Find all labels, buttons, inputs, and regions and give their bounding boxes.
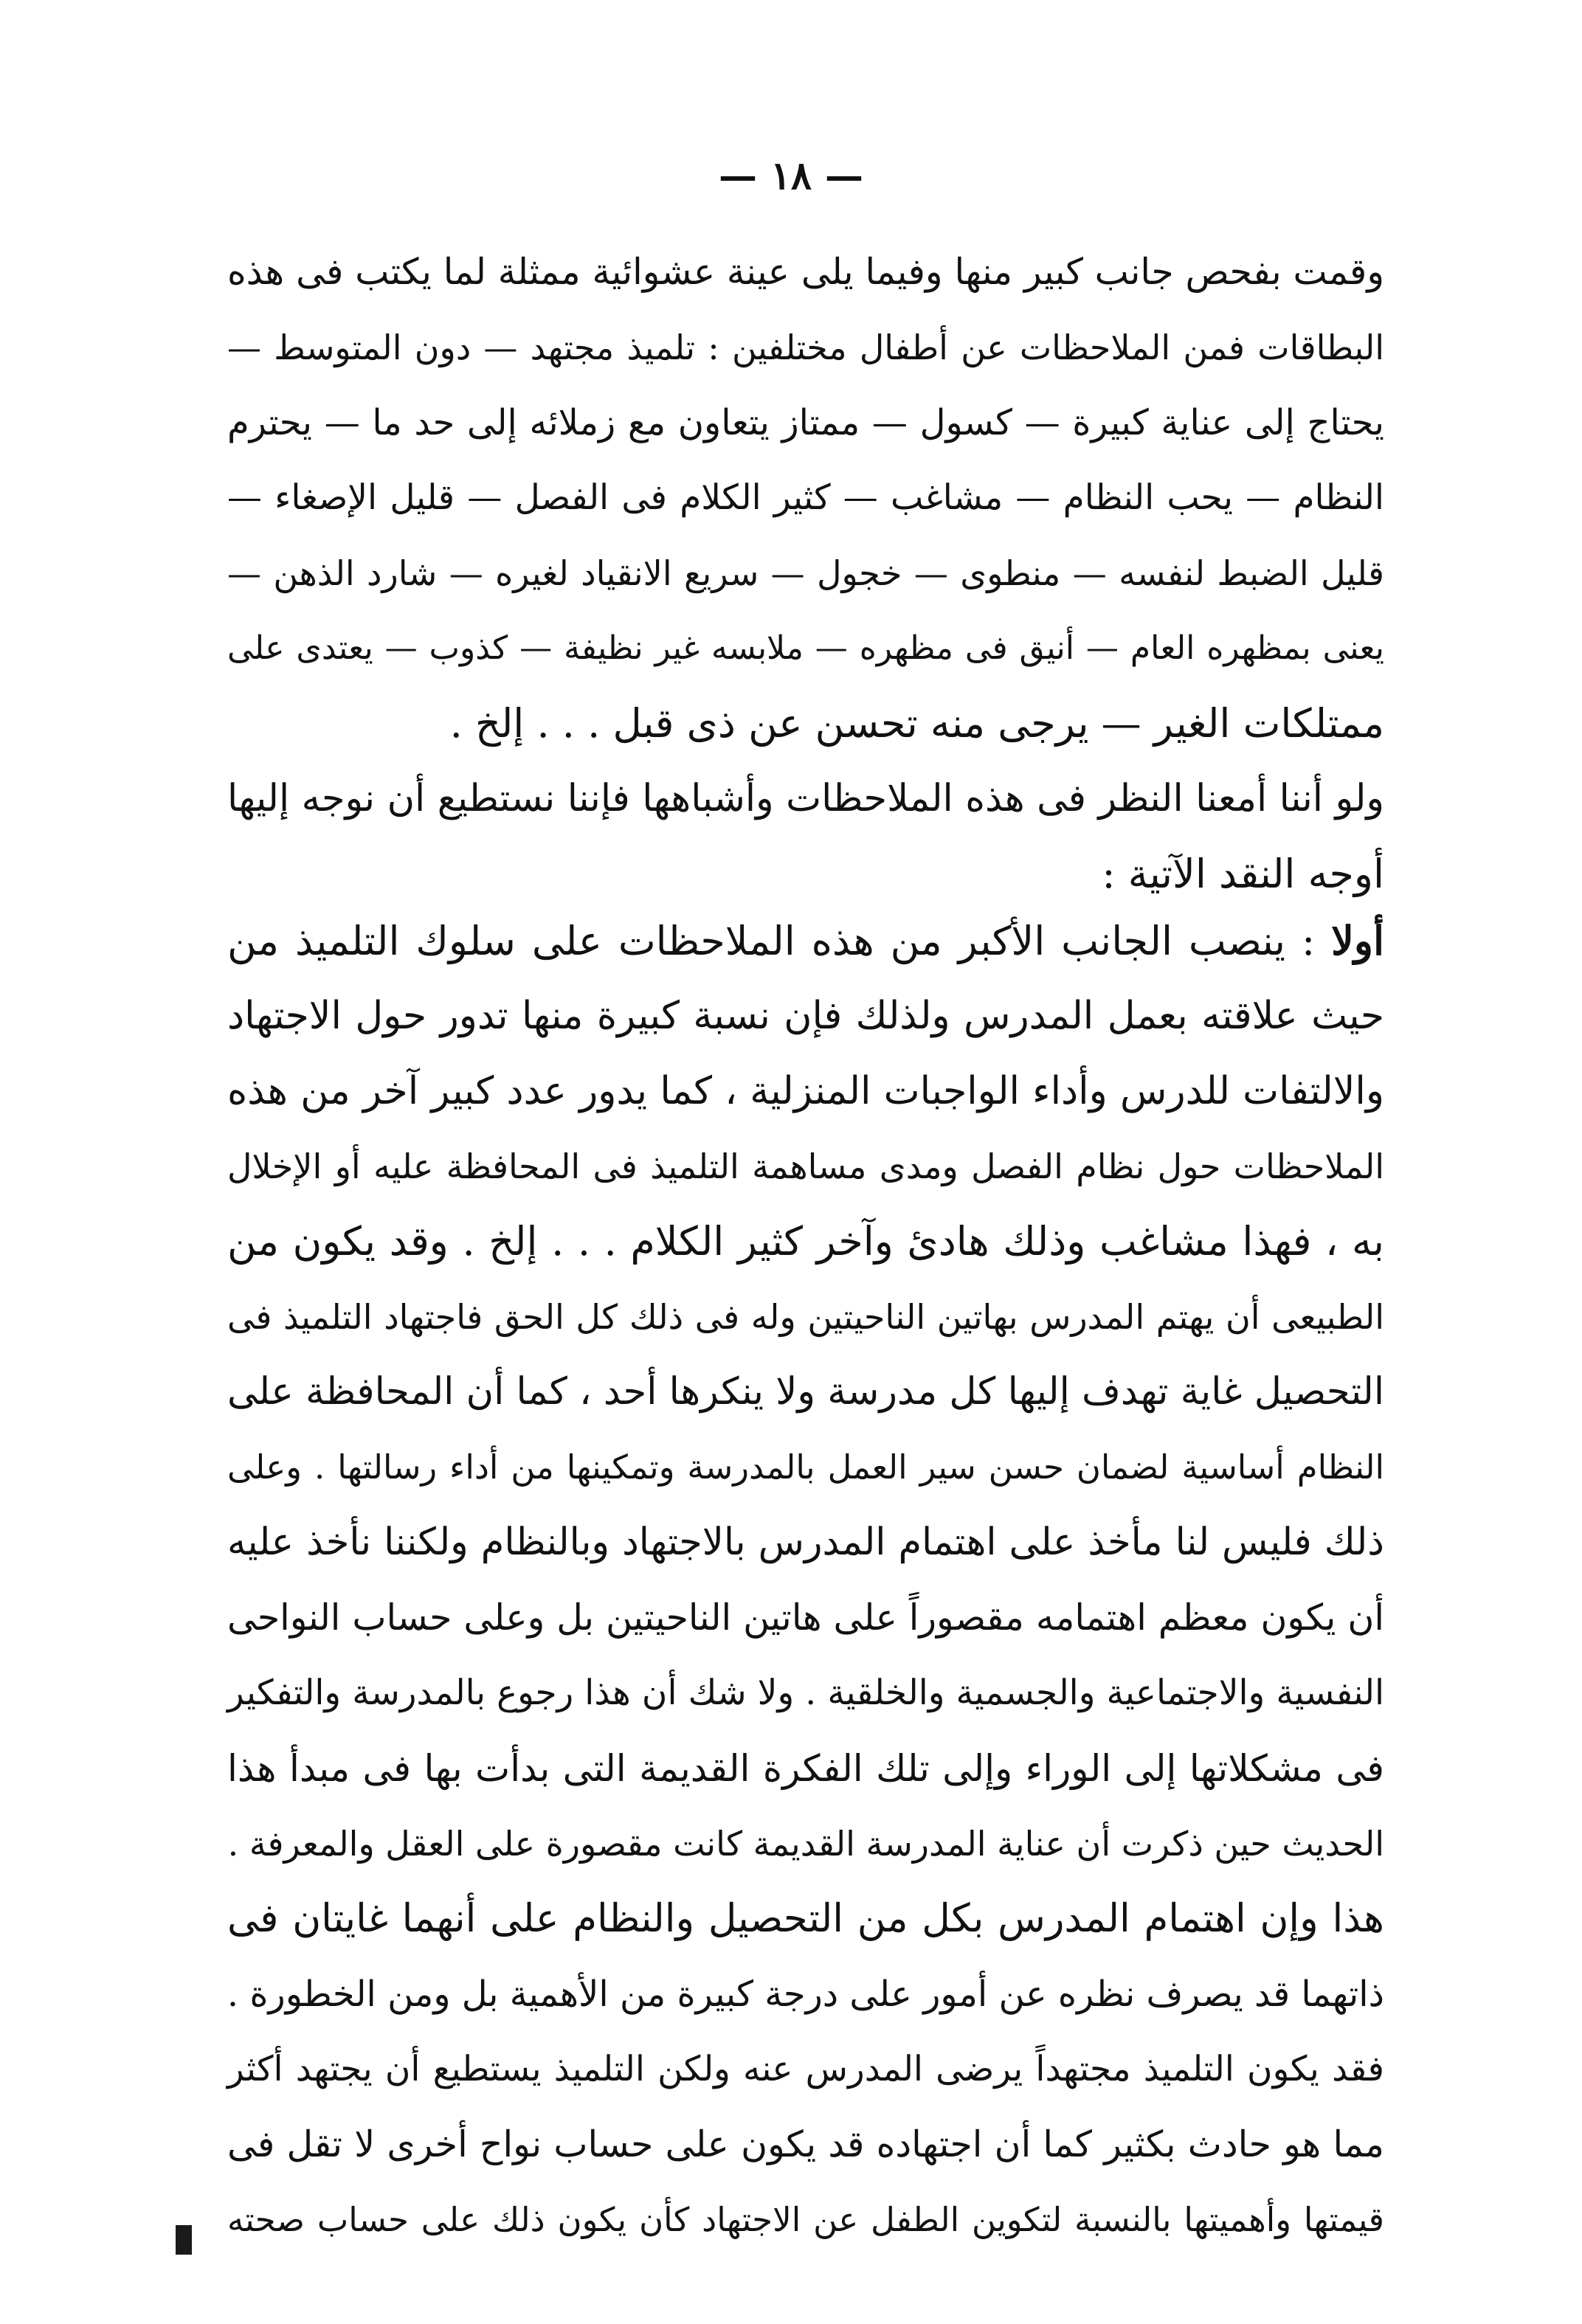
text-line: التحصيل غاية تهدف إليها كل مدرسة ولا ينكرها أحد ، كما أن المحافظة على bbox=[227, 1370, 1384, 1414]
paragraph-first-criticism bbox=[227, 903, 1384, 2258]
text-line: والالتفات للدرس وأداء الواجبات المنزلية ، كما يدور عدد كبير آخر من هذه bbox=[227, 1069, 1384, 1113]
text-line: قليل الضبط لنفسه — منطوى — خجول — سريع الانقياد لغيره — شارد الذهن — bbox=[227, 553, 1384, 593]
text-line-with-heading bbox=[227, 903, 1384, 978]
text-line: النظام — يحب النظام — مشاغب — كثير الكلام فى الفصل — قليل الإصغاء — bbox=[227, 477, 1384, 518]
text-line: أوجه النقد الآتية : bbox=[1102, 851, 1384, 897]
text-line: يحتاج إلى عناية كبيرة — كسول — ممتاز يتعاون مع زملائه إلى حد ما — يحترم bbox=[227, 402, 1384, 443]
text-line: النظام أساسية لضمان حسن سير العمل بالمدرسة وتمكينها من أداء رسالتها . وعلى bbox=[227, 1448, 1384, 1487]
paragraph-card-samples bbox=[227, 235, 1384, 912]
text-line: به ، فهذا مشاغب وذلك هادئ وآخر كثير الكلام . . . إلخ . وقد يكون من bbox=[227, 1218, 1384, 1265]
text-line: الملاحظات حول نظام الفصل ومدى مساهمة التلميذ فى المحافظة عليه أو الإخلال bbox=[227, 1147, 1384, 1186]
section-heading-first: أولا bbox=[1331, 917, 1384, 964]
text-line: النفسية والاجتماعية والجسمية والخلقية . ولا شك أن هذا رجوع بالمدرسة والتفكير bbox=[227, 1673, 1384, 1713]
text-line-rest: : ينصب الجانب الأكبر من هذه الملاحظات على سلوك التلميذ من bbox=[227, 918, 1332, 964]
scan-edge-mark bbox=[176, 2225, 192, 2255]
text-line: ممتلكات الغير — يرجى منه تحسن عن ذى قبل . . . إلخ . bbox=[449, 700, 1384, 747]
text-line: قيمتها وأهميتها بالنسبة لتكوين الطفل عن الاجتهاد كأن يكون ذلك على حساب صحته bbox=[227, 2200, 1384, 2239]
text-line: الطبيعى أن يهتم المدرس بهاتين الناحيتين وله فى ذلك كل الحق فاجتهاد التلميذ فى bbox=[227, 1297, 1384, 1337]
text-line: ولو أننا أمعنا النظر فى هذه الملاحظات وأشباهها فإننا نستطيع أن نوجه إليها bbox=[227, 777, 1384, 820]
text-line: أن يكون معظم اهتمامه مقصوراً على هاتين الناحيتين بل وعلى حساب النواحى bbox=[227, 1597, 1384, 1639]
text-line: ذاتهما قد يصرف نظره عن أمور على درجة كبيرة من الأهمية بل ومن الخطورة . bbox=[227, 1974, 1384, 2015]
text-line: فقد يكون التلميذ مجتهداً يرضى المدرس عنه ولكن التلميذ يستطيع أن يجتهد أكثر bbox=[227, 2049, 1384, 2089]
text-line: حيث علاقته بعمل المدرس ولذلك فإن نسبة كبيرة منها تدور حول الاجتهاد bbox=[227, 994, 1384, 1038]
text-line: الحديث حين ذكرت أن عناية المدرسة القديمة كانت مقصورة على العقل والمعرفة . bbox=[227, 1824, 1384, 1864]
text-line: مما هو حادث بكثير كما أن اجتهاده قد يكون على حساب نواح أخرى لا تقل فى bbox=[227, 2123, 1384, 2165]
text-line: هذا وإن اهتمام المدرس بكل من التحصيل والنظام على أنهما غايتان فى bbox=[227, 1896, 1384, 1941]
page-number: — ١٨ — bbox=[718, 153, 864, 198]
text-line: ذلك فليس لنا مأخذ على اهتمام المدرس بالاجتهاد وبالنظام ولكننا نأخذ عليه bbox=[227, 1521, 1384, 1564]
text-line: وقمت بفحص جانب كبير منها وفيما يلى عينة عشوائية ممثلة لما يكتب فى هذه bbox=[227, 251, 1384, 293]
text-line: البطاقات فمن الملاحظات عن أطفال مختلفين : تلميذ مجتهد — دون المتوسط — bbox=[227, 328, 1384, 367]
text-line: يعنى بمظهره العام — أنيق فى مظهره — ملابسه غير نظيفة — كذوب — يعتدى على bbox=[227, 629, 1385, 667]
text-line: فى مشكلاتها إلى الوراء وإلى تلك الفكرة القديمة التى بدأت بها فى مبدأ هذا bbox=[227, 1747, 1384, 1790]
